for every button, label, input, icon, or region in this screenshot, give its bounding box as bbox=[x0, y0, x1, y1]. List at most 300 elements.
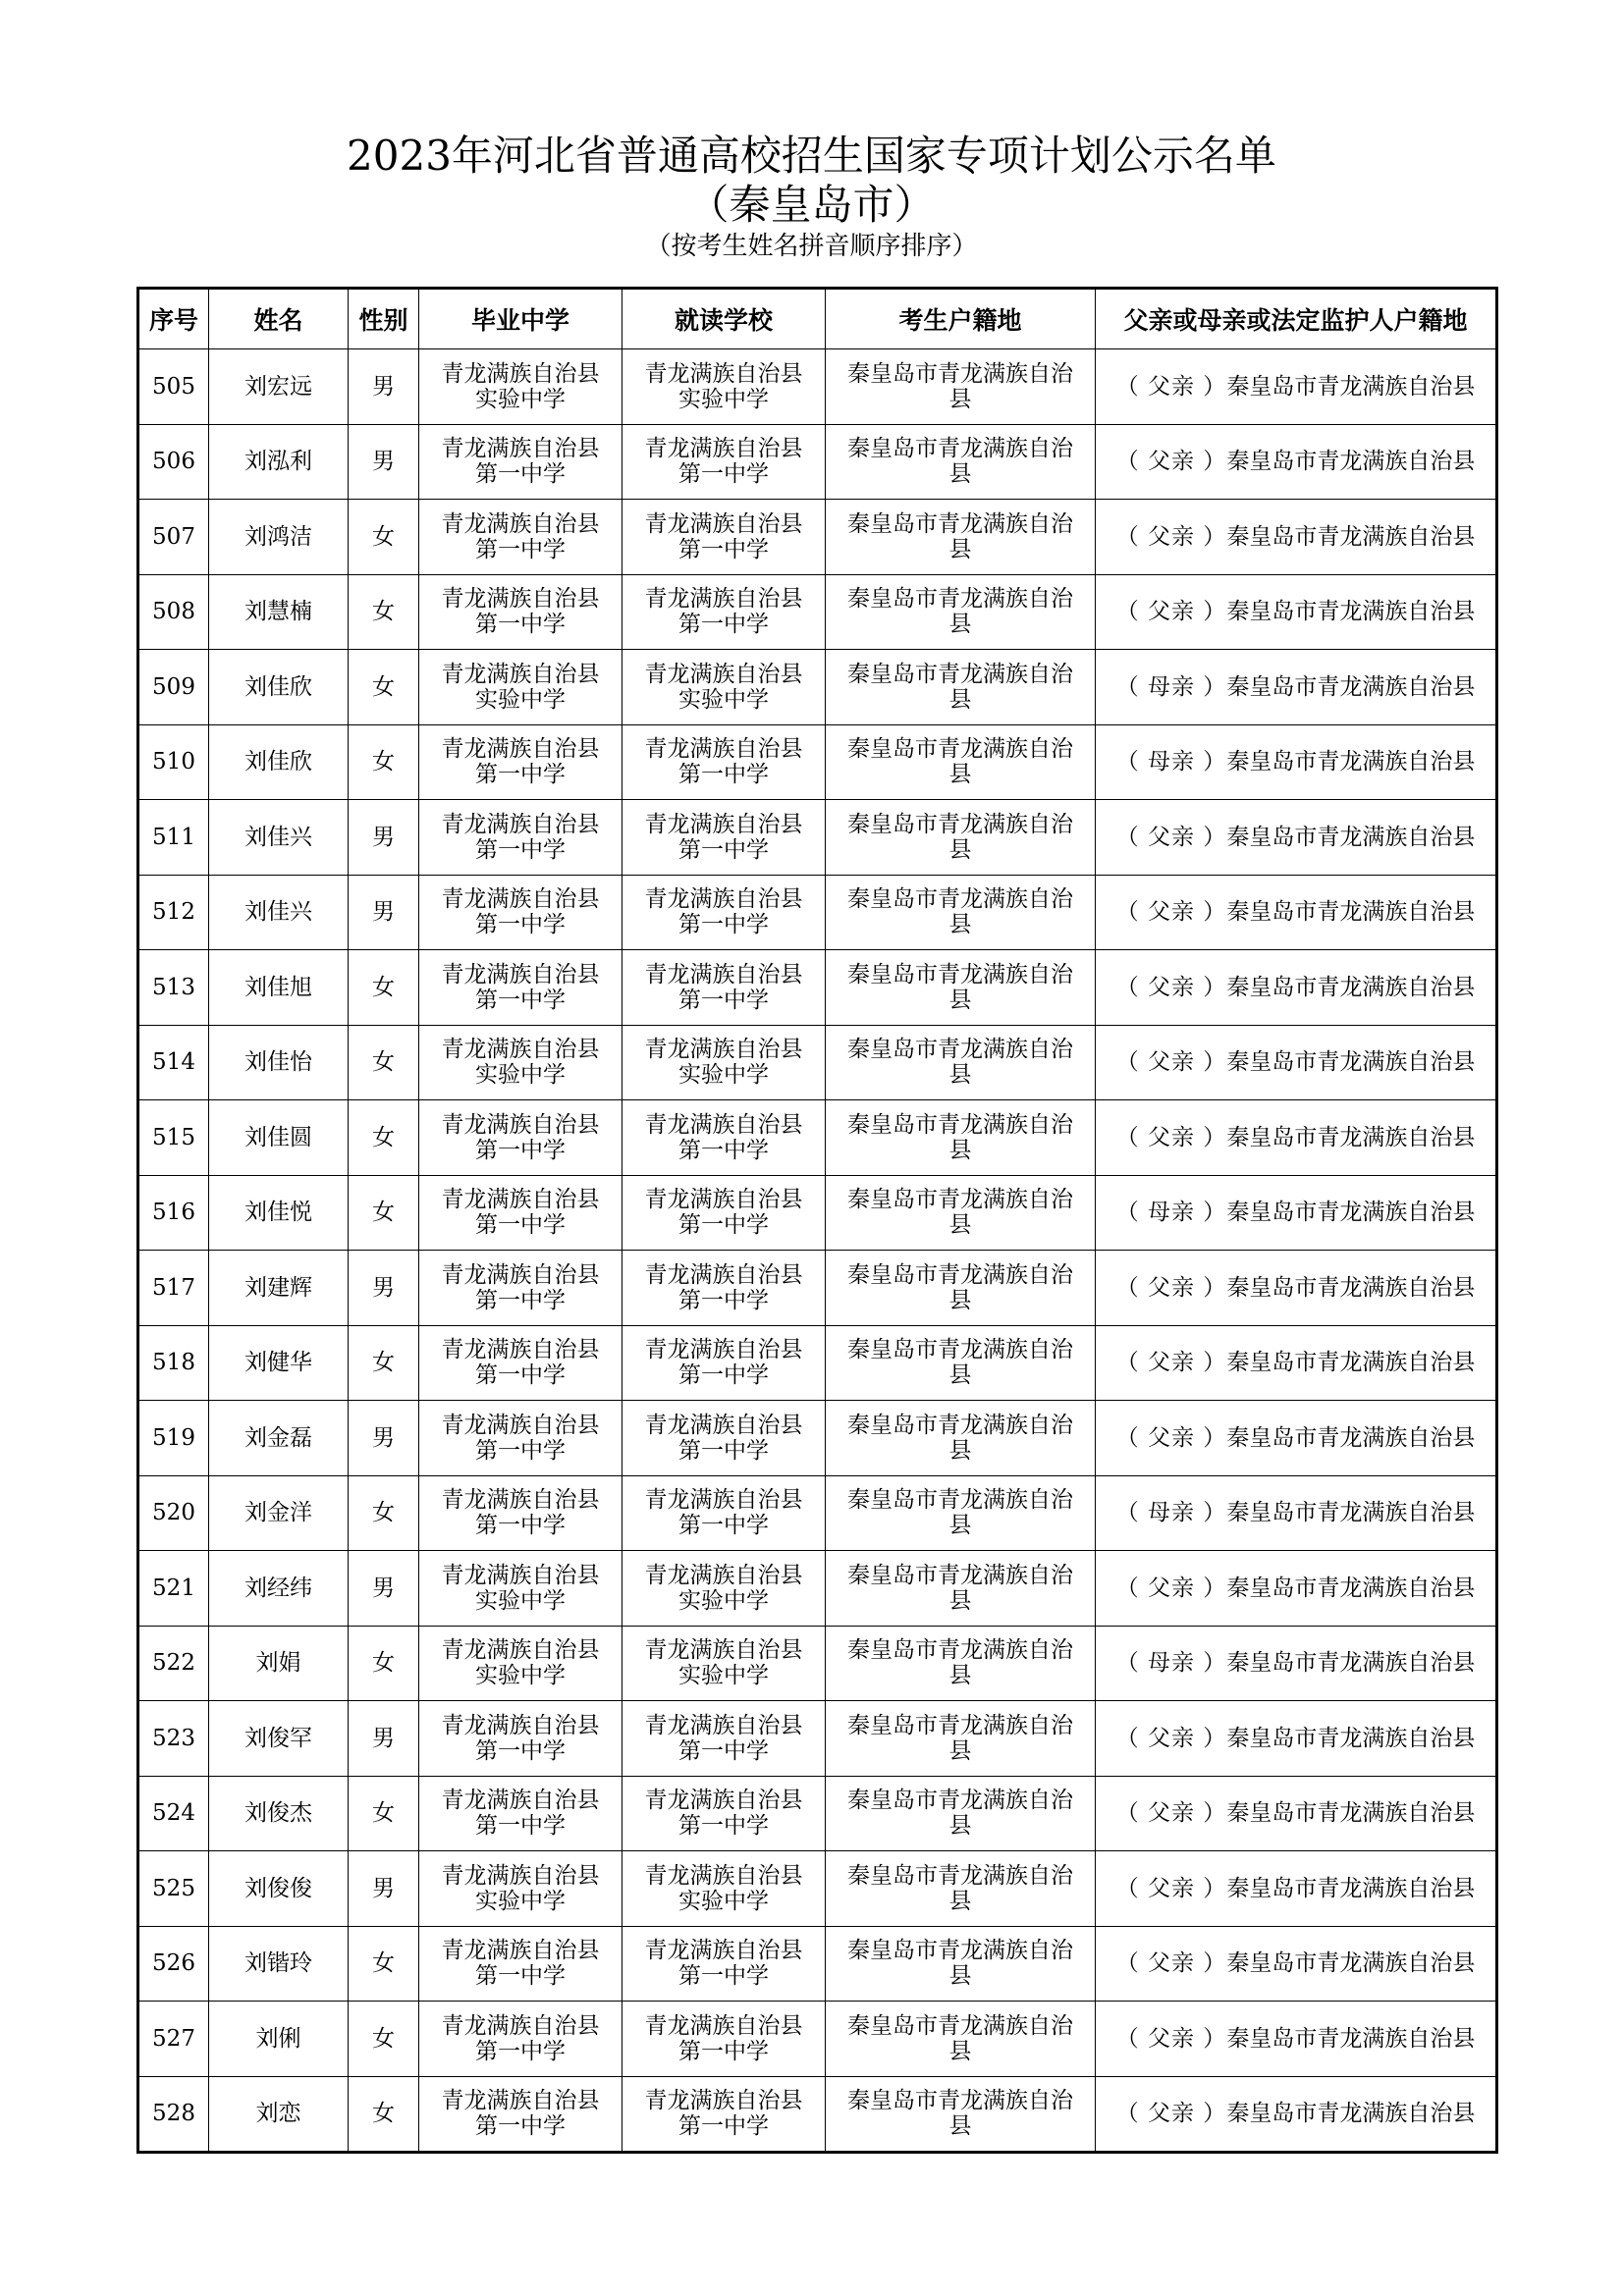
grad-school-line1: 青龙满族自治县 bbox=[441, 1187, 600, 1213]
row-hukou bbox=[826, 349, 1096, 425]
current-school-line1: 青龙满族自治县 bbox=[644, 1412, 803, 1438]
grad-school-line2: 第一中学 bbox=[475, 2113, 566, 2140]
hukou-line2: 县 bbox=[948, 386, 972, 412]
table-row bbox=[138, 650, 1497, 725]
row-current-school bbox=[622, 875, 826, 950]
row-guardian-hukou bbox=[1096, 2002, 1497, 2077]
guardian-hukou-text: 秦皇岛市青龙满族自治县 bbox=[1226, 2025, 1476, 2052]
row-grad-school bbox=[419, 1251, 622, 1326]
current-school-line2: 第一中学 bbox=[678, 987, 769, 1013]
row-current-school bbox=[622, 500, 826, 575]
guardian-relation: （ 父亲 ） bbox=[1115, 1725, 1227, 1751]
grad-school-line1: 青龙满族自治县 bbox=[441, 1712, 600, 1738]
row-grad-school bbox=[419, 574, 622, 650]
row-current-school bbox=[622, 800, 826, 876]
grad-school-line1: 青龙满族自治县 bbox=[441, 1337, 600, 1363]
row-hukou bbox=[826, 424, 1096, 500]
guardian-hukou-text: 秦皇岛市青龙满族自治县 bbox=[1226, 1875, 1476, 1901]
row-seq: 523 bbox=[138, 1701, 209, 1777]
current-school-line1: 青龙满族自治县 bbox=[644, 1111, 803, 1138]
table-row bbox=[138, 1025, 1497, 1100]
current-school-line1: 青龙满族自治县 bbox=[644, 1337, 803, 1363]
row-grad-school bbox=[419, 1776, 622, 1851]
guardian-relation: （ 父亲 ） bbox=[1115, 1800, 1227, 1827]
col-header-grad-school: 毕业中学 bbox=[419, 289, 622, 349]
current-school-line1: 青龙满族自治县 bbox=[644, 510, 803, 537]
row-gender: 男 bbox=[349, 424, 419, 500]
hukou-line2: 县 bbox=[948, 912, 972, 938]
guardian-hukou-text: 秦皇岛市青龙满族自治县 bbox=[1226, 749, 1476, 775]
grad-school-line1: 青龙满族自治县 bbox=[441, 886, 600, 913]
row-grad-school bbox=[419, 1701, 622, 1777]
row-gender: 女 bbox=[349, 1175, 419, 1251]
table-row bbox=[138, 1325, 1497, 1401]
guardian-hukou-text: 秦皇岛市青龙满族自治县 bbox=[1226, 1049, 1476, 1076]
sort-note: （按考生姓名拼音顺序排序） bbox=[645, 232, 978, 261]
row-name: 刘慧楠 bbox=[209, 574, 349, 650]
row-seq: 520 bbox=[138, 1475, 209, 1551]
row-hukou bbox=[826, 875, 1096, 950]
row-guardian-hukou bbox=[1096, 1175, 1497, 1251]
row-seq: 512 bbox=[138, 875, 209, 950]
row-seq: 513 bbox=[138, 950, 209, 1026]
table-row bbox=[138, 875, 1497, 950]
current-school-line2: 第一中学 bbox=[678, 2038, 769, 2064]
hukou-line1: 秦皇岛市青龙满族自治 bbox=[847, 436, 1073, 462]
guardian-relation: （ 父亲 ） bbox=[1115, 1049, 1227, 1076]
col-header-seq: 序号 bbox=[138, 289, 209, 349]
row-name: 刘健华 bbox=[209, 1325, 349, 1401]
row-grad-school bbox=[419, 875, 622, 950]
row-seq: 526 bbox=[138, 1926, 209, 2002]
row-gender: 女 bbox=[349, 1475, 419, 1551]
guardian-hukou-text: 秦皇岛市青龙满族自治县 bbox=[1226, 1200, 1476, 1226]
current-school-line1: 青龙满族自治县 bbox=[644, 1261, 803, 1288]
guardian-hukou-text: 秦皇岛市青龙满族自治县 bbox=[1226, 1950, 1476, 1977]
hukou-line2: 县 bbox=[948, 461, 972, 488]
hukou-line2: 县 bbox=[948, 1437, 972, 1464]
row-guardian-hukou bbox=[1096, 724, 1497, 800]
current-school-line1: 青龙满族自治县 bbox=[644, 1788, 803, 1814]
hukou-line1: 秦皇岛市青龙满族自治 bbox=[847, 2088, 1073, 2114]
col-header-name: 姓名 bbox=[209, 289, 349, 349]
row-gender: 女 bbox=[349, 1626, 419, 1701]
grad-school-line1: 青龙满族自治县 bbox=[441, 1487, 600, 1514]
row-name: 刘佳怡 bbox=[209, 1025, 349, 1100]
grad-school-line1: 青龙满族自治县 bbox=[441, 736, 600, 763]
grad-school-line1: 青龙满族自治县 bbox=[441, 436, 600, 462]
hukou-line1: 秦皇岛市青龙满族自治 bbox=[847, 2012, 1073, 2039]
grad-school-line2: 第一中学 bbox=[475, 612, 566, 638]
hukou-line2: 县 bbox=[948, 2038, 972, 2064]
row-hukou bbox=[826, 2076, 1096, 2153]
row-name: 刘佳兴 bbox=[209, 875, 349, 950]
row-guardian-hukou bbox=[1096, 1100, 1497, 1176]
guardian-relation: （ 父亲 ） bbox=[1115, 1124, 1227, 1150]
grad-school-line1: 青龙满族自治县 bbox=[441, 586, 600, 613]
row-hukou bbox=[826, 2002, 1096, 2077]
grad-school-line1: 青龙满族自治县 bbox=[441, 1111, 600, 1138]
row-gender: 女 bbox=[349, 950, 419, 1026]
row-grad-school bbox=[419, 2002, 622, 2077]
current-school-line2: 实验中学 bbox=[678, 1587, 769, 1614]
guardian-hukou-text: 秦皇岛市青龙满族自治县 bbox=[1226, 673, 1476, 700]
grad-school-line1: 青龙满族自治县 bbox=[441, 1938, 600, 1964]
current-school-line2: 第一中学 bbox=[678, 912, 769, 938]
row-hukou bbox=[826, 724, 1096, 800]
row-grad-school bbox=[419, 800, 622, 876]
current-school-line2: 实验中学 bbox=[678, 1663, 769, 1689]
row-guardian-hukou bbox=[1096, 650, 1497, 725]
row-seq: 525 bbox=[138, 1851, 209, 1927]
current-school-line2: 第一中学 bbox=[678, 1287, 769, 1313]
row-name: 刘娟 bbox=[209, 1626, 349, 1701]
grad-school-line1: 青龙满族自治县 bbox=[441, 360, 600, 387]
current-school-line2: 第一中学 bbox=[678, 1513, 769, 1539]
row-hukou bbox=[826, 1851, 1096, 1927]
guardian-relation: （ 父亲 ） bbox=[1115, 1875, 1227, 1901]
hukou-line2: 县 bbox=[948, 1137, 972, 1163]
table-row bbox=[138, 1551, 1497, 1627]
guardian-relation: （ 父亲 ） bbox=[1115, 1424, 1227, 1451]
row-hukou bbox=[826, 1401, 1096, 1476]
current-school-line2: 实验中学 bbox=[678, 386, 769, 412]
row-guardian-hukou bbox=[1096, 1851, 1497, 1927]
table-row bbox=[138, 1701, 1497, 1777]
guardian-hukou-text: 秦皇岛市青龙满族自治县 bbox=[1226, 1650, 1476, 1677]
row-seq: 528 bbox=[138, 2076, 209, 2153]
row-guardian-hukou bbox=[1096, 800, 1497, 876]
table-row bbox=[138, 424, 1497, 500]
row-name: 刘俊杰 bbox=[209, 1776, 349, 1851]
row-current-school bbox=[622, 574, 826, 650]
row-grad-school bbox=[419, 650, 622, 725]
grad-school-line2: 实验中学 bbox=[475, 1888, 566, 1914]
current-school-line2: 实验中学 bbox=[678, 1888, 769, 1914]
row-hukou bbox=[826, 1325, 1096, 1401]
grad-school-line2: 实验中学 bbox=[475, 1587, 566, 1614]
row-guardian-hukou bbox=[1096, 2076, 1497, 2153]
row-current-school bbox=[622, 1551, 826, 1627]
row-hukou bbox=[826, 1776, 1096, 1851]
hukou-line2: 县 bbox=[948, 1813, 972, 1840]
page-title: 2023年河北省普通高校招生国家专项计划公示名单 bbox=[347, 132, 1276, 180]
hukou-line1: 秦皇岛市青龙满族自治 bbox=[847, 1412, 1073, 1438]
row-seq: 507 bbox=[138, 500, 209, 575]
row-guardian-hukou bbox=[1096, 424, 1497, 500]
grad-school-line1: 青龙满族自治县 bbox=[441, 1037, 600, 1063]
current-school-line2: 第一中学 bbox=[678, 461, 769, 488]
row-gender: 男 bbox=[349, 1851, 419, 1927]
row-guardian-hukou bbox=[1096, 1401, 1497, 1476]
row-grad-school bbox=[419, 349, 622, 425]
row-current-school bbox=[622, 1100, 826, 1176]
row-name: 刘宏远 bbox=[209, 349, 349, 425]
row-grad-school bbox=[419, 2076, 622, 2153]
row-hukou bbox=[826, 1551, 1096, 1627]
row-name: 刘佳欣 bbox=[209, 650, 349, 725]
row-current-school bbox=[622, 1025, 826, 1100]
current-school-line2: 第一中学 bbox=[678, 762, 769, 788]
page-subtitle: （秦皇岛市） bbox=[687, 181, 936, 229]
grad-school-line2: 第一中学 bbox=[475, 2038, 566, 2064]
table-row bbox=[138, 1626, 1497, 1701]
row-guardian-hukou bbox=[1096, 1926, 1497, 2002]
guardian-hukou-text: 秦皇岛市青龙满族自治县 bbox=[1226, 1424, 1476, 1451]
row-hukou bbox=[826, 950, 1096, 1026]
row-name: 刘恋 bbox=[209, 2076, 349, 2153]
row-seq: 508 bbox=[138, 574, 209, 650]
hukou-line2: 县 bbox=[948, 2113, 972, 2140]
table-row bbox=[138, 800, 1497, 876]
row-seq: 514 bbox=[138, 1025, 209, 1100]
grad-school-line2: 实验中学 bbox=[475, 1663, 566, 1689]
table-row bbox=[138, 1851, 1497, 1927]
row-current-school bbox=[622, 1926, 826, 2002]
row-grad-school bbox=[419, 1626, 622, 1701]
guardian-relation: （ 父亲 ） bbox=[1115, 1950, 1227, 1977]
grad-school-line2: 第一中学 bbox=[475, 1963, 566, 1990]
grad-school-line2: 第一中学 bbox=[475, 1437, 566, 1464]
row-hukou bbox=[826, 1701, 1096, 1777]
row-guardian-hukou bbox=[1096, 1776, 1497, 1851]
row-guardian-hukou bbox=[1096, 1626, 1497, 1701]
current-school-line1: 青龙满族自治县 bbox=[644, 1187, 803, 1213]
row-hukou bbox=[826, 1175, 1096, 1251]
row-gender: 男 bbox=[349, 1251, 419, 1326]
grad-school-line2: 第一中学 bbox=[475, 762, 566, 788]
table-row bbox=[138, 724, 1497, 800]
hukou-line1: 秦皇岛市青龙满族自治 bbox=[847, 360, 1073, 387]
row-seq: 511 bbox=[138, 800, 209, 876]
hukou-line1: 秦皇岛市青龙满族自治 bbox=[847, 1712, 1073, 1738]
row-gender: 女 bbox=[349, 1100, 419, 1176]
current-school-line1: 青龙满族自治县 bbox=[644, 961, 803, 988]
row-grad-school bbox=[419, 424, 622, 500]
grad-school-line1: 青龙满族自治县 bbox=[441, 510, 600, 537]
row-guardian-hukou bbox=[1096, 1251, 1497, 1326]
row-gender: 女 bbox=[349, 650, 419, 725]
row-gender: 女 bbox=[349, 500, 419, 575]
header-row bbox=[138, 289, 1497, 349]
current-school-line1: 青龙满族自治县 bbox=[644, 1938, 803, 1964]
col-header-hukou: 考生户籍地 bbox=[826, 289, 1096, 349]
guardian-hukou-text: 秦皇岛市青龙满族自治县 bbox=[1226, 523, 1476, 550]
current-school-line1: 青龙满族自治县 bbox=[644, 661, 803, 687]
row-current-school bbox=[622, 1475, 826, 1551]
current-school-line1: 青龙满族自治县 bbox=[644, 1037, 803, 1063]
guardian-relation: （ 母亲 ） bbox=[1115, 1200, 1227, 1226]
hukou-line2: 县 bbox=[948, 686, 972, 713]
grad-school-line2: 第一中学 bbox=[475, 1362, 566, 1389]
grad-school-line2: 第一中学 bbox=[475, 987, 566, 1013]
row-current-school bbox=[622, 1175, 826, 1251]
current-school-line2: 第一中学 bbox=[678, 536, 769, 562]
grad-school-line2: 第一中学 bbox=[475, 1737, 566, 1764]
current-school-line2: 第一中学 bbox=[678, 1212, 769, 1239]
grad-school-line1: 青龙满族自治县 bbox=[441, 1637, 600, 1664]
table-row bbox=[138, 349, 1497, 425]
grad-school-line1: 青龙满族自治县 bbox=[441, 961, 600, 988]
row-guardian-hukou bbox=[1096, 1551, 1497, 1627]
hukou-line1: 秦皇岛市青龙满族自治 bbox=[847, 1337, 1073, 1363]
row-grad-school bbox=[419, 1926, 622, 2002]
guardian-hukou-text: 秦皇岛市青龙满族自治县 bbox=[1226, 2101, 1476, 2127]
row-name: 刘金洋 bbox=[209, 1475, 349, 1551]
row-hukou bbox=[826, 1100, 1096, 1176]
hukou-line2: 县 bbox=[948, 536, 972, 562]
row-current-school bbox=[622, 1701, 826, 1777]
guardian-hukou-text: 秦皇岛市青龙满族自治县 bbox=[1226, 1575, 1476, 1601]
row-gender: 女 bbox=[349, 574, 419, 650]
hukou-line2: 县 bbox=[948, 987, 972, 1013]
guardian-hukou-text: 秦皇岛市青龙满族自治县 bbox=[1226, 1274, 1476, 1301]
guardian-relation: （ 父亲 ） bbox=[1115, 1575, 1227, 1601]
table-row bbox=[138, 500, 1497, 575]
row-current-school bbox=[622, 349, 826, 425]
grad-school-line1: 青龙满族自治县 bbox=[441, 1562, 600, 1588]
table-row bbox=[138, 1251, 1497, 1326]
col-header-gender: 性别 bbox=[349, 289, 419, 349]
hukou-line2: 县 bbox=[948, 1062, 972, 1089]
hukou-line1: 秦皇岛市青龙满族自治 bbox=[847, 886, 1073, 913]
current-school-line2: 第一中学 bbox=[678, 1137, 769, 1163]
row-name: 刘鸿洁 bbox=[209, 500, 349, 575]
hukou-line2: 县 bbox=[948, 1362, 972, 1389]
row-current-school bbox=[622, 650, 826, 725]
row-current-school bbox=[622, 1851, 826, 1927]
row-grad-school bbox=[419, 950, 622, 1026]
row-grad-school bbox=[419, 1551, 622, 1627]
row-name: 刘俊俊 bbox=[209, 1851, 349, 1927]
row-current-school bbox=[622, 1776, 826, 1851]
current-school-line1: 青龙满族自治县 bbox=[644, 736, 803, 763]
row-current-school bbox=[622, 1401, 826, 1476]
roster-table bbox=[136, 287, 1498, 2154]
col-header-guardian-hukou: 父亲或母亲或法定监护人户籍地 bbox=[1096, 289, 1497, 349]
guardian-relation: （ 父亲 ） bbox=[1115, 449, 1227, 475]
row-seq: 518 bbox=[138, 1325, 209, 1401]
grad-school-line2: 第一中学 bbox=[475, 836, 566, 863]
guardian-relation: （ 母亲 ） bbox=[1115, 1650, 1227, 1677]
guardian-hukou-text: 秦皇岛市青龙满族自治县 bbox=[1226, 1350, 1476, 1376]
grad-school-line1: 青龙满族自治县 bbox=[441, 1261, 600, 1288]
row-gender: 女 bbox=[349, 1776, 419, 1851]
row-hukou bbox=[826, 574, 1096, 650]
row-name: 刘佳兴 bbox=[209, 800, 349, 876]
row-gender: 男 bbox=[349, 875, 419, 950]
guardian-hukou-text: 秦皇岛市青龙满族自治县 bbox=[1226, 1725, 1476, 1751]
row-hukou bbox=[826, 1025, 1096, 1100]
table-row bbox=[138, 1926, 1497, 2002]
guardian-relation: （ 父亲 ） bbox=[1115, 2101, 1227, 2127]
current-school-line2: 第一中学 bbox=[678, 1963, 769, 1990]
current-school-line1: 青龙满族自治县 bbox=[644, 2088, 803, 2114]
row-seq: 524 bbox=[138, 1776, 209, 1851]
row-hukou bbox=[826, 500, 1096, 575]
grad-school-line1: 青龙满族自治县 bbox=[441, 1412, 600, 1438]
hukou-line1: 秦皇岛市青龙满族自治 bbox=[847, 1788, 1073, 1814]
guardian-relation: （ 母亲 ） bbox=[1115, 1500, 1227, 1526]
row-grad-school bbox=[419, 1401, 622, 1476]
hukou-line1: 秦皇岛市青龙满族自治 bbox=[847, 736, 1073, 763]
row-gender: 男 bbox=[349, 1551, 419, 1627]
row-name: 刘俊罕 bbox=[209, 1701, 349, 1777]
row-grad-school bbox=[419, 500, 622, 575]
grad-school-line2: 第一中学 bbox=[475, 1212, 566, 1239]
hukou-line1: 秦皇岛市青龙满族自治 bbox=[847, 961, 1073, 988]
row-name: 刘佳欣 bbox=[209, 724, 349, 800]
hukou-line2: 县 bbox=[948, 1737, 972, 1764]
current-school-line2: 实验中学 bbox=[678, 1062, 769, 1089]
table-row bbox=[138, 1175, 1497, 1251]
current-school-line1: 青龙满族自治县 bbox=[644, 1562, 803, 1588]
guardian-relation: （ 父亲 ） bbox=[1115, 974, 1227, 1000]
row-current-school bbox=[622, 950, 826, 1026]
row-name: 刘佳悦 bbox=[209, 1175, 349, 1251]
current-school-line2: 第一中学 bbox=[678, 836, 769, 863]
row-seq: 522 bbox=[138, 1626, 209, 1701]
row-current-school bbox=[622, 1626, 826, 1701]
hukou-line2: 县 bbox=[948, 1513, 972, 1539]
guardian-hukou-text: 秦皇岛市青龙满族自治县 bbox=[1226, 824, 1476, 850]
current-school-line2: 第一中学 bbox=[678, 1362, 769, 1389]
row-hukou bbox=[826, 800, 1096, 876]
hukou-line2: 县 bbox=[948, 1963, 972, 1990]
row-grad-school bbox=[419, 1475, 622, 1551]
table-row bbox=[138, 1475, 1497, 1551]
row-grad-school bbox=[419, 724, 622, 800]
row-seq: 521 bbox=[138, 1551, 209, 1627]
current-school-line1: 青龙满族自治县 bbox=[644, 1487, 803, 1514]
current-school-line1: 青龙满族自治县 bbox=[644, 2012, 803, 2039]
row-guardian-hukou bbox=[1096, 1025, 1497, 1100]
row-name: 刘建辉 bbox=[209, 1251, 349, 1326]
hukou-line1: 秦皇岛市青龙满族自治 bbox=[847, 1037, 1073, 1063]
grad-school-line2: 实验中学 bbox=[475, 386, 566, 412]
grad-school-line2: 实验中学 bbox=[475, 1062, 566, 1089]
row-guardian-hukou bbox=[1096, 1325, 1497, 1401]
row-guardian-hukou bbox=[1096, 1701, 1497, 1777]
row-seq: 510 bbox=[138, 724, 209, 800]
current-school-line1: 青龙满族自治县 bbox=[644, 886, 803, 913]
guardian-hukou-text: 秦皇岛市青龙满族自治县 bbox=[1226, 1800, 1476, 1827]
hukou-line1: 秦皇岛市青龙满族自治 bbox=[847, 1111, 1073, 1138]
hukou-line1: 秦皇岛市青龙满族自治 bbox=[847, 1862, 1073, 1889]
current-school-line1: 青龙满族自治县 bbox=[644, 1637, 803, 1664]
current-school-line2: 第一中学 bbox=[678, 2113, 769, 2140]
row-name: 刘佳圆 bbox=[209, 1100, 349, 1176]
row-guardian-hukou bbox=[1096, 1475, 1497, 1551]
guardian-hukou-text: 秦皇岛市青龙满族自治县 bbox=[1226, 974, 1476, 1000]
guardian-hukou-text: 秦皇岛市青龙满族自治县 bbox=[1226, 449, 1476, 475]
current-school-line2: 第一中学 bbox=[678, 1813, 769, 1840]
grad-school-line1: 青龙满族自治县 bbox=[441, 2088, 600, 2114]
current-school-line1: 青龙满族自治县 bbox=[644, 360, 803, 387]
row-grad-school bbox=[419, 1025, 622, 1100]
row-name: 刘佳旭 bbox=[209, 950, 349, 1026]
row-seq: 515 bbox=[138, 1100, 209, 1176]
row-gender: 女 bbox=[349, 1325, 419, 1401]
table-row bbox=[138, 1100, 1497, 1176]
row-gender: 女 bbox=[349, 724, 419, 800]
row-gender: 女 bbox=[349, 1025, 419, 1100]
grad-school-line2: 第一中学 bbox=[475, 1813, 566, 1840]
hukou-line2: 县 bbox=[948, 1587, 972, 1614]
table-row bbox=[138, 1401, 1497, 1476]
hukou-line2: 县 bbox=[948, 612, 972, 638]
row-guardian-hukou bbox=[1096, 950, 1497, 1026]
